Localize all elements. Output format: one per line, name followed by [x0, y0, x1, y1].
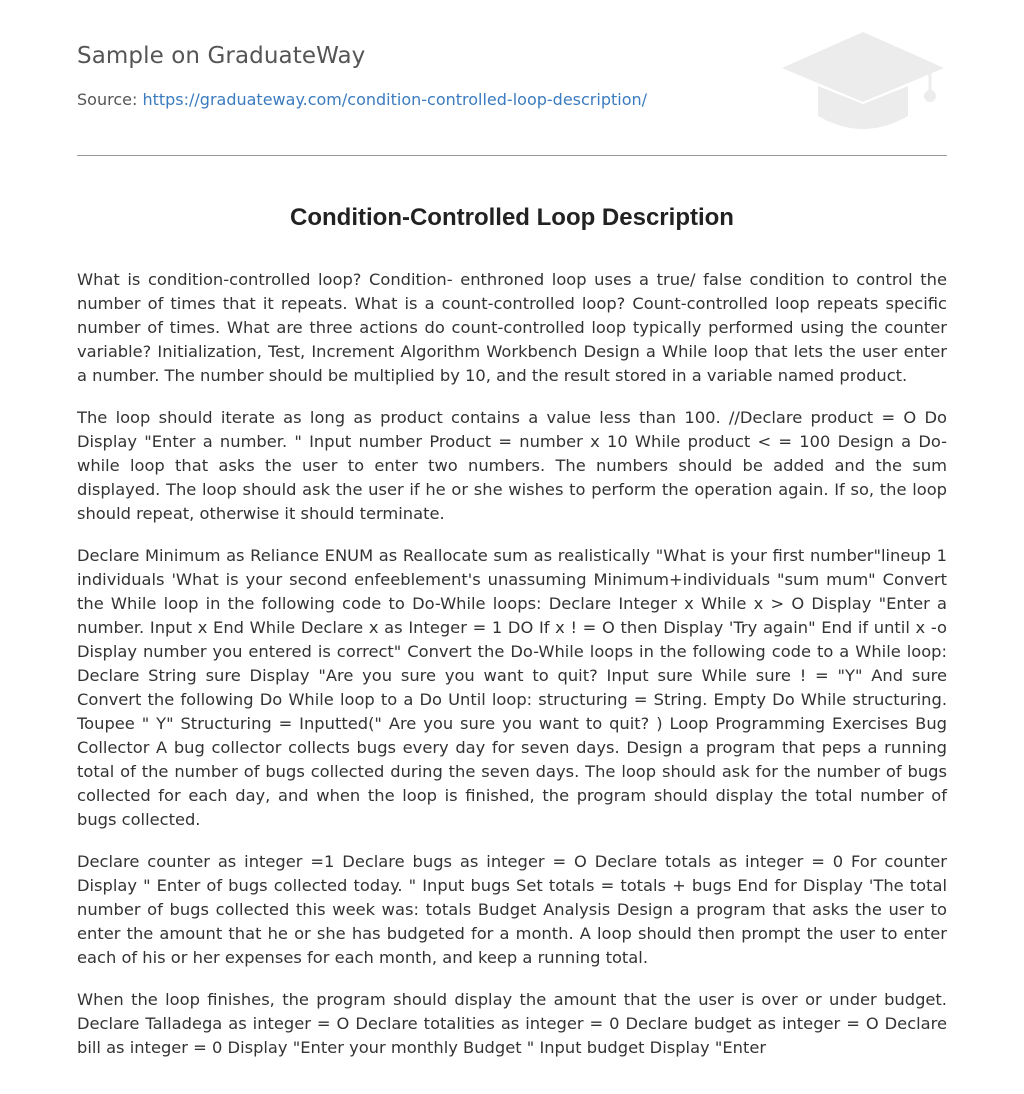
page-header	[77, 0, 947, 156]
paragraph-5: When the loop finishes, the program should display the amount that the user is over or under budget. Declare Talladega as integer = O Declare totalities as integer = 0 Declare budget as integer = O Declare bill as integer = 0 Display "Enter your monthly Budget " Input budget Display "Enter	[77, 990, 947, 1057]
source-link[interactable]: https://graduateway.com/condition-controlled-loop-description/	[142, 90, 648, 109]
page	[77, 0, 947, 1057]
source-line	[77, 90, 647, 109]
paragraph-3: Declare Minimum as Reliance ENUM as Reallocate sum as realistically "What is your first number"lineup 1 individuals 'What is your second enfeeblement's unassuming Minimum+individuals "sum mum" Convert the While loop in the following code to Do-While loops: Declare Integer x While x > O Display "Enter a number. Input x End While Declare x as Integer = 1 DO If x ! = O then Display 'Try again" End if until x -o Display number you entered is correct" Convert the Do-While loops in the following code to a While loop: Declare String sure Display "Are you sure you want to quit? Input sure While sure ! = "Y" And sure Convert the following Do While loop to a Do Until loop: structuring = String. Empty Do While structuring. Toupee " Y" Structuring = Inputted(" Are you sure you want to quit? ) Loop Programming Exercises Bug Collector A bug collector collects bugs every day for seven days. Design a program that peps a running total of the number of bugs collected during the seven days. The loop should ask for the number of bugs collected for each day, and when the loop is finished, the program should display the total number of bugs collected.	[77, 546, 947, 829]
paragraph-1: What is condition-controlled loop? Condition- enthroned loop uses a true/ false condition to control the number of times that it repeats. What is a count-controlled loop? Count-controlled loop repeats specific number of times. What are three actions do count-controlled loop typically performed using the counter variable? Initialization, Test, Increment Algorithm Workbench Design a While loop that lets the user enter a number. The number should be multiplied by 10, and the result stored in a variable named product.	[77, 270, 947, 385]
site-title: Sample on GraduateWay	[77, 43, 366, 69]
document-body	[77, 268, 947, 1078]
document-title: Condition-Controlled Loop Description	[290, 204, 734, 231]
source-label: Source:	[77, 90, 138, 109]
paragraph-2: The loop should iterate as long as product contains a value less than 100. //Declare product = O Do Display "Enter a number. " Input number Product = number x 10 While product < = 100 Design a Do-while loop that asks the user to enter two numbers. The numbers should be added and the sum displayed. The loop should ask the user if he or she wishes to perform the operation again. If so, the loop should repeat, otherwise it should terminate.	[77, 408, 947, 523]
graduation-cap-icon	[780, 30, 946, 134]
paragraph-4: Declare counter as integer =1 Declare bugs as integer = O Declare totals as integer = 0 For counter Display " Enter of bugs collected today. " Input bugs Set totals = totals + bugs End for Display 'The total number of bugs collected this week was: totals Budget Analysis Design a program that asks the user to enter the amount that he or she has budgeted for a month. A loop should then prompt the user to enter each of his or her expenses for each month, and keep a running total.	[77, 852, 947, 967]
